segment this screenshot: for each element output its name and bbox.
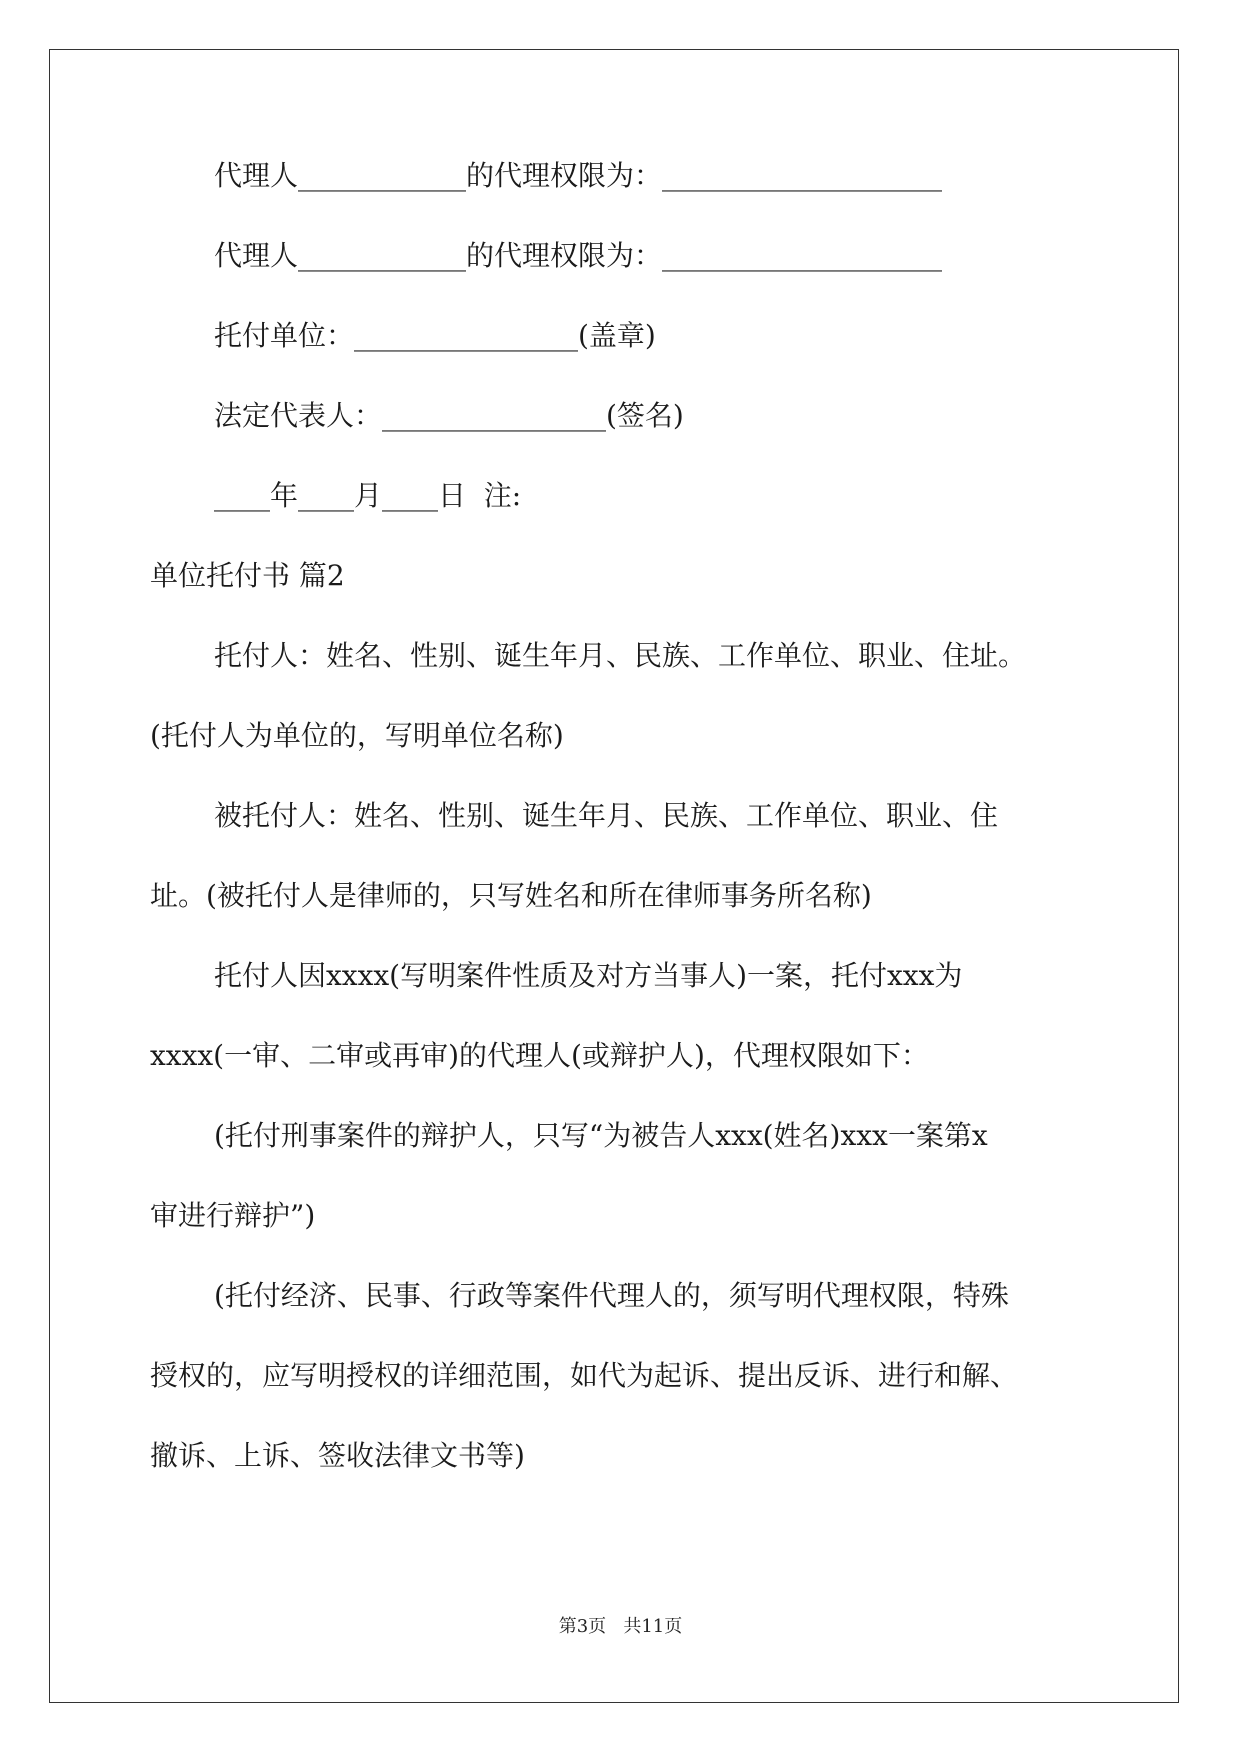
paragraph-line: (托付经济、民事、行政等案件代理人的，须写明代理权限，特殊 <box>214 1279 1009 1312</box>
paragraph-line: 址。(被托付人是律师的，只写姓名和所在律师事务所名称) <box>150 879 872 912</box>
paragraph-line: 托付人因xxxx(写明案件性质及对方当事人)一案，托付xxx为 <box>214 959 963 992</box>
paragraph-line: 授权的，应写明授权的详细范围，如代为起诉、提出反诉、进行和解、 <box>150 1359 1019 1392</box>
legal-representative-line: 法定代表人：________________(签名) <box>214 399 684 432</box>
paragraph-line: xxxx(一审、二审或再审)的代理人(或辩护人)，代理权限如下： <box>150 1039 929 1072</box>
paragraph-line: 托付人：姓名、性别、诞生年月、民族、工作单位、职业、住址。 <box>214 639 1027 672</box>
entrusting-unit-line: 托付单位：________________(盖章) <box>214 319 656 352</box>
date-note-line: ____年____月____日 注: <box>214 479 522 512</box>
paragraph-line: 被托付人：姓名、性别、诞生年月、民族、工作单位、职业、住 <box>214 799 999 832</box>
agent-authority-line-1: 代理人____________的代理权限为：____________________ <box>214 159 943 192</box>
paragraph-line: 审进行辩护”) <box>150 1199 316 1232</box>
paragraph-line: (托付刑事案件的辩护人，只写“为被告人xxx(姓名)xxx一案第x <box>214 1119 988 1152</box>
paragraph-line: (托付人为单位的，写明单位名称) <box>150 719 564 752</box>
section-heading: 单位托付书 篇2 <box>150 559 345 592</box>
paragraph-line: 撤诉、上诉、签收法律文书等) <box>150 1439 525 1472</box>
page-number-footer: 第3页 共11页 <box>558 1616 683 1637</box>
agent-authority-line-2: 代理人____________的代理权限为：____________________ <box>214 239 943 272</box>
